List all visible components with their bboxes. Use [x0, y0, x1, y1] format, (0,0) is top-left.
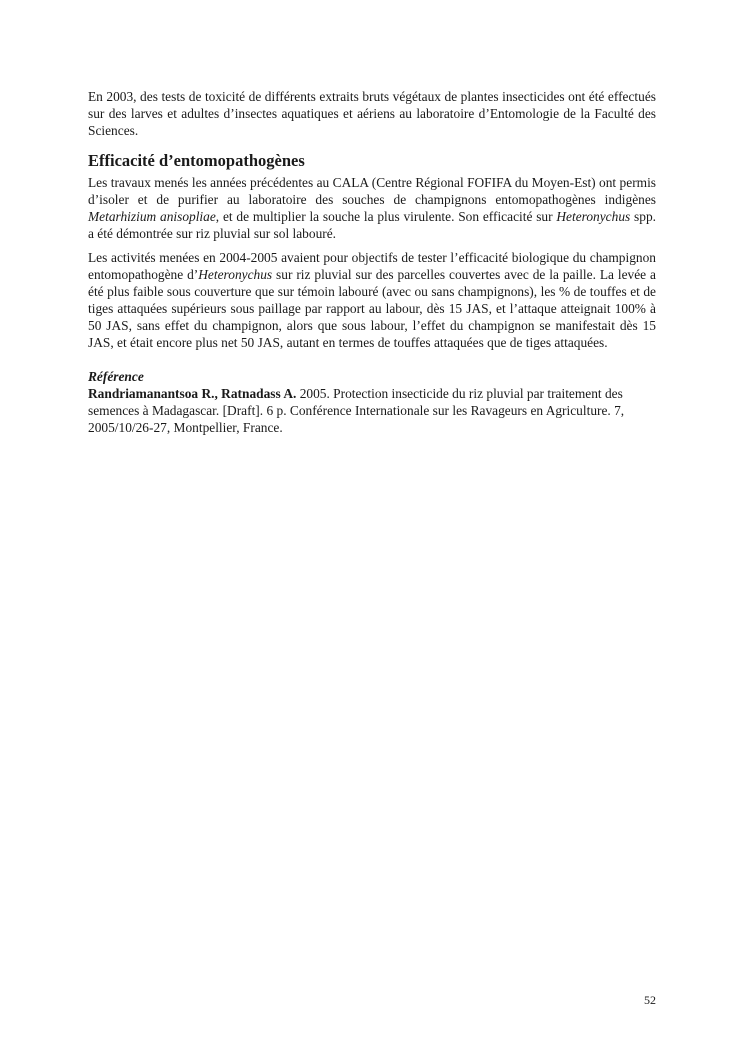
reference-authors: Randriamanantsoa R., Ratnadass A.: [88, 386, 297, 401]
paragraph-activities-text-1: Les activités menées en 2004-2005 avaient pour objectifs de tester l’efficacité biologique du champignon entomopathogène d’: [88, 250, 656, 282]
reference-label: Référence: [88, 369, 144, 384]
species-name-heteronychus: Heteronychus: [556, 209, 631, 224]
section-heading: Efficacité d’entomopathogènes: [88, 151, 305, 170]
reference-details: 2005. Protection insecticide du riz pluvial par traitement des semences à Madagascar. [Draft]. 6 p. Conférence Internationale sur les Ravageurs en Agriculture. 7, 2005/10/26-27, Montpellier, France.: [88, 386, 625, 435]
intro-paragraph: En 2003, des tests de toxicité de différents extraits bruts végétaux de plantes insecticides ont été effectués sur des larves et adultes d’insectes aquatiques et aériens au laboratoire d’Entomologie de la Faculté des Sciences.: [88, 89, 656, 138]
page-content: [88, 88, 656, 436]
species-name-metarhizium: Metarhizium anisopliae: [88, 209, 216, 224]
paragraph-cala: [88, 174, 656, 242]
page-number: 52: [644, 993, 656, 1007]
reference-citation: [88, 385, 656, 436]
paragraph-activities: [88, 249, 656, 351]
paragraph-activities-text-2: sur riz pluvial sur des parcelles couvertes avec de la paille. La levée a été plus faible sous couverture que sur témoin labouré (avec ou sans champignons), les % de touffes et de tiges attaquées supérieurs sous paillage par rapport au labour, dès 15 JAS, et l’attaque atteignait 100% à 50 JAS, sans effet du champignon, alors que sous labour, l’effet du champignon se manifestait dès 15 JAS, et était encore plus net 50 JAS, autant en termes de touffes attaquées que de tiges attaquées.: [88, 267, 656, 350]
reference-block: [88, 368, 656, 436]
paragraph-cala-text-2: , et de multiplier la souche la plus virulente. Son efficacité sur: [215, 209, 557, 224]
species-name-heteronychus-2: Heteronychus: [198, 267, 273, 282]
paragraph-cala-text-1: Les travaux menés les années précédentes au CALA (Centre Régional FOFIFA du Moyen-Est) ont permis d’isoler et de purifier au laboratoire des souches de champignons entomopathogènes indigènes: [88, 175, 656, 207]
paragraph-cala-text-3: spp. a été démontrée sur riz pluvial sur sol labouré.: [88, 209, 656, 241]
